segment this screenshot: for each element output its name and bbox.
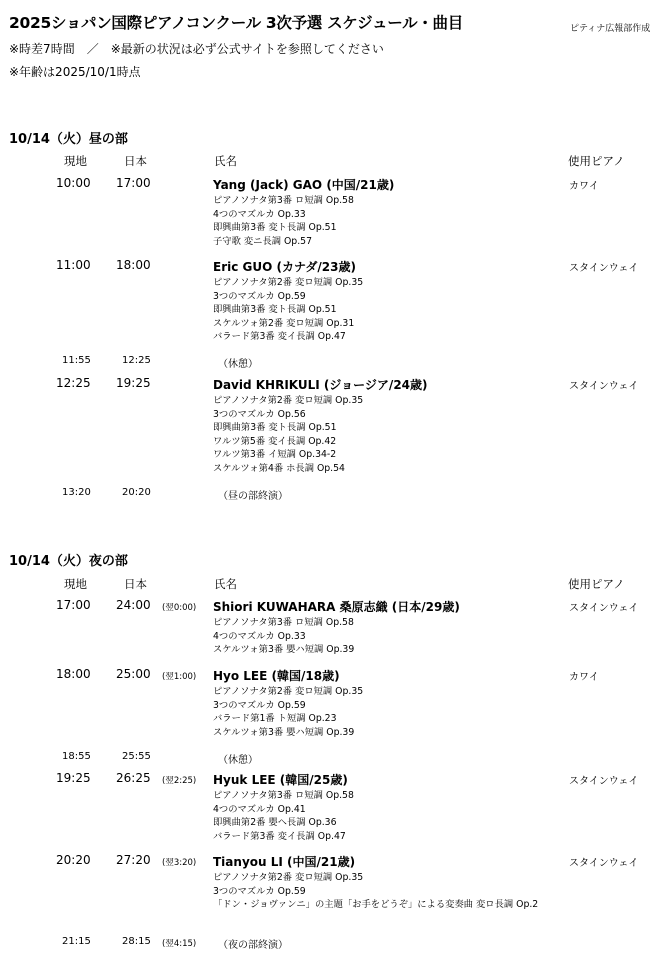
japan-time: 25:00 [116, 667, 151, 681]
column-header-piano: 使用ピアノ [568, 577, 625, 591]
piano-brand: カワイ [569, 672, 599, 683]
column-header-japan: 日本 [124, 577, 147, 591]
japan-time: 17:00 [116, 176, 151, 190]
program-piece: ピアノソナタ第3番 ロ短調 Op.58 [213, 790, 354, 801]
program-piece: 4つのマズルカ Op.41 [213, 803, 306, 815]
piano-brand: スタインウェイ [569, 603, 639, 614]
program-piece: ピアノソナタ第2番 変ロ短調 Op.35 [213, 872, 364, 883]
break-label: （夜の部終演） [218, 940, 288, 951]
japan-time: 25:55 [122, 751, 151, 762]
program-piece: 即興曲第3番 変ト長調 Op.51 [213, 222, 337, 234]
program-list [213, 871, 563, 912]
program-piece: バラード第1番 ト短調 Op.23 [213, 713, 337, 725]
program-piece: 子守歌 変ニ長調 Op.57 [213, 235, 312, 247]
credit-text: ピティナ広報部作成 [570, 24, 651, 34]
local-time: 11:00 [56, 258, 91, 272]
break-label: （休憩） [218, 755, 258, 766]
piano-brand: スタインウェイ [569, 381, 639, 392]
session-title: 10/14（火）夜の部 [9, 554, 128, 569]
local-time: 13:20 [62, 487, 91, 498]
program-list [213, 394, 563, 476]
japan-time: 18:00 [116, 258, 151, 272]
column-header-piano: 使用ピアノ [568, 154, 625, 168]
program-piece: ワルツ第3番 イ短調 Op.34-2 [213, 449, 337, 461]
performer-name: Hyuk LEE (韓国/25歳) [213, 773, 348, 787]
program-list [213, 616, 563, 657]
note-age: ※年齢は2025/10/1時点 [9, 65, 141, 79]
piano-brand: カワイ [569, 181, 599, 192]
japan-time: 27:20 [116, 853, 151, 867]
program-piece: 即興曲第3番 変ト長調 Op.51 [213, 304, 337, 316]
performer-name: David KHRIKULI (ジョージア/24歳) [213, 378, 428, 392]
program-piece: ワルツ第5番 変イ長調 Op.42 [213, 435, 337, 447]
program-piece: 3つのマズルカ Op.56 [213, 408, 306, 420]
japan-time: 19:25 [116, 376, 151, 390]
next-day-time: (翌2:25) [162, 776, 197, 786]
program-piece: 3つのマズルカ Op.59 [213, 699, 306, 711]
local-time: 17:00 [56, 598, 91, 612]
program-piece: スケルツォ第3番 嬰ハ短調 Op.39 [213, 726, 355, 738]
program-piece: 即興曲第3番 変ト長調 Op.51 [213, 422, 337, 434]
next-day-time: (翌0:00) [162, 603, 197, 613]
note-timezone: ※時差7時間 ／ ※最新の状況は必ず公式サイトを参照してください [9, 42, 384, 56]
program-list [213, 276, 563, 344]
program-piece: 「ドン・ジョヴァンニ」の主題「お手をどうぞ」による変奏曲 変ロ長調 Op.2 [213, 899, 539, 911]
local-time: 20:20 [56, 853, 91, 867]
program-piece: ピアノソナタ第2番 変ロ短調 Op.35 [213, 395, 364, 406]
japan-time: 24:00 [116, 598, 151, 612]
japan-time: 28:15 [122, 936, 151, 947]
column-header-local: 現地 [64, 577, 87, 591]
piano-brand: スタインウェイ [569, 776, 639, 787]
page-title: 2025ショパン国際ピアノコンクール 3次予選 スケジュール・曲目 [9, 14, 463, 32]
performer-name: Hyo LEE (韓国/18歳) [213, 669, 340, 683]
session-title: 10/14（火）昼の部 [9, 132, 128, 147]
program-list [213, 685, 563, 739]
program-piece: ピアノソナタ第2番 変ロ短調 Op.35 [213, 277, 364, 288]
program-list [213, 194, 563, 248]
program-piece: 3つのマズルカ Op.59 [213, 885, 306, 897]
program-piece: スケルツォ第4番 ホ長調 Op.54 [213, 462, 345, 474]
next-day-time: (翌4:15) [162, 939, 197, 949]
performer-name: Eric GUO (カナダ/23歳) [213, 260, 356, 274]
local-time: 18:55 [62, 751, 91, 762]
column-header-name: 氏名 [214, 154, 237, 168]
local-time: 10:00 [56, 176, 91, 190]
program-piece: 即興曲第2番 嬰ヘ長調 Op.36 [213, 817, 337, 829]
local-time: 12:25 [56, 376, 91, 390]
program-piece: 4つのマズルカ Op.33 [213, 208, 306, 220]
local-time: 11:55 [62, 355, 91, 366]
japan-time: 20:20 [122, 487, 151, 498]
piano-brand: スタインウェイ [569, 263, 639, 274]
japan-time: 26:25 [116, 771, 151, 785]
performer-name: Yang (Jack) GAO (中国/21歳) [213, 178, 395, 192]
program-piece: 3つのマズルカ Op.59 [213, 290, 306, 302]
column-header-name: 氏名 [214, 577, 237, 591]
local-time: 18:00 [56, 667, 91, 681]
performer-name: Tianyou LI (中国/21歳) [213, 855, 356, 869]
program-piece: スケルツォ第2番 変ロ短調 Op.31 [213, 317, 355, 329]
next-day-time: (翌1:00) [162, 672, 197, 682]
program-piece: 4つのマズルカ Op.33 [213, 630, 306, 642]
japan-time: 12:25 [122, 355, 151, 366]
local-time: 19:25 [56, 771, 91, 785]
program-piece: ピアノソナタ第2番 変ロ短調 Op.35 [213, 686, 364, 697]
column-header-japan: 日本 [124, 154, 147, 168]
program-list [213, 789, 563, 843]
piano-brand: スタインウェイ [569, 858, 639, 869]
program-piece: バラード第3番 変イ長調 Op.47 [213, 830, 346, 842]
next-day-time: (翌3:20) [162, 858, 197, 868]
break-label: （休憩） [218, 359, 258, 370]
program-piece: ピアノソナタ第3番 ロ短調 Op.58 [213, 195, 354, 206]
performer-name: Shiori KUWAHARA 桑原志織 (日本/29歳) [213, 600, 460, 614]
column-header-local: 現地 [64, 154, 87, 168]
program-piece: ピアノソナタ第3番 ロ短調 Op.58 [213, 617, 354, 628]
program-piece: バラード第3番 変イ長調 Op.47 [213, 331, 346, 343]
break-label: （昼の部終演） [218, 491, 288, 502]
program-piece: スケルツォ第3番 嬰ハ短調 Op.39 [213, 644, 355, 656]
local-time: 21:15 [62, 936, 91, 947]
